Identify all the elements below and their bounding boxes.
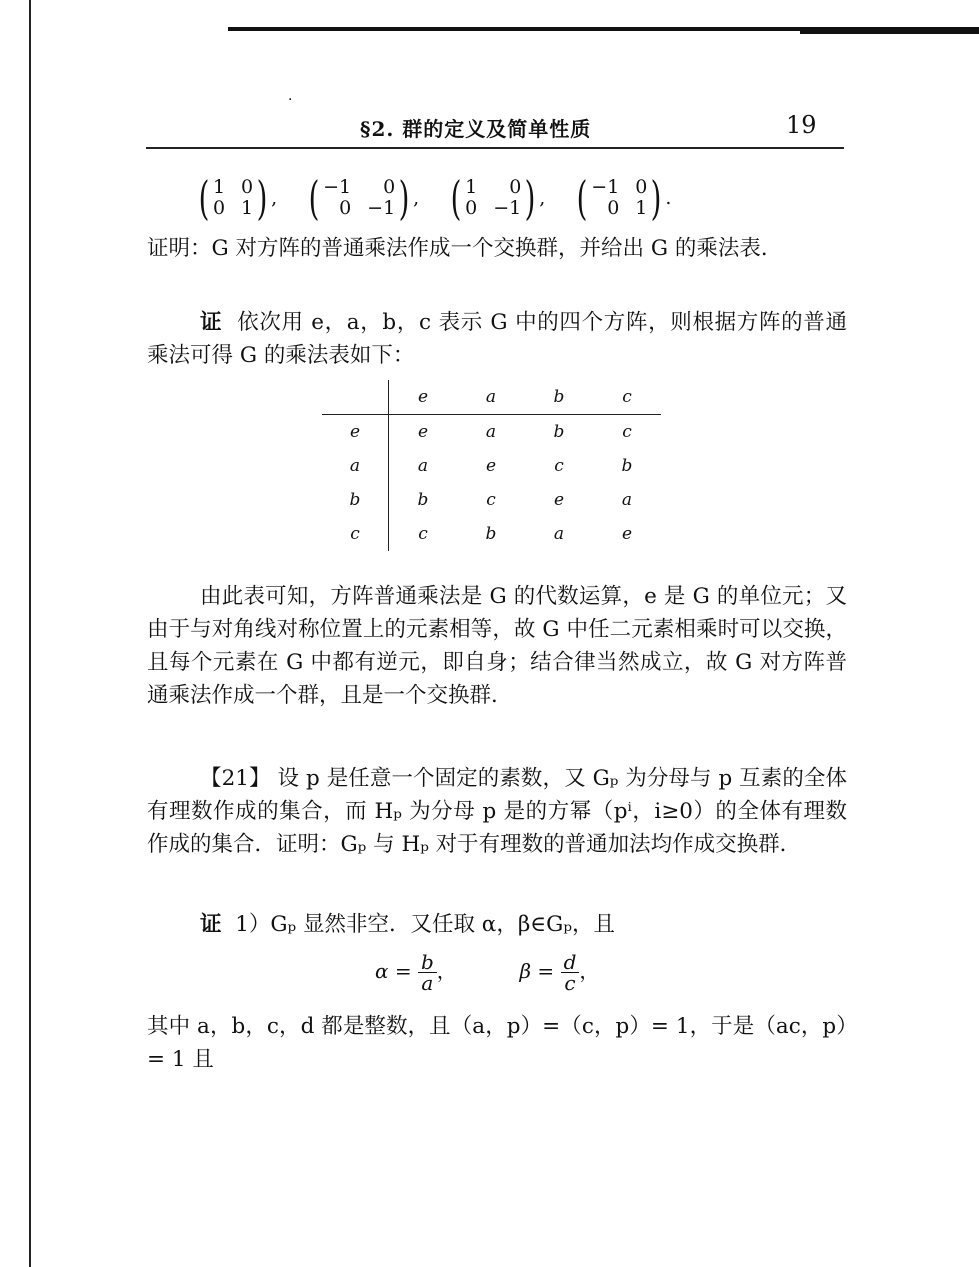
final-paragraph: 其中 a，b，c，d 都是整数，且（a，p）=（c，p）= 1，于是（ac，p）= 1 且: [147, 1014, 847, 1072]
proof-label: 证: [200, 310, 223, 335]
table-row: c c b a e: [322, 517, 661, 551]
top-scan-bar-thick: [800, 29, 979, 34]
table-row: e e a b c: [322, 415, 661, 450]
conclusion-paragraph: 由此表可知，方阵普通乘法是 G 的代数运算，e 是 G 的单位元；又由于与对角线对称位置上的元素相等，故 G 中任二元素相乘时可以交换，且每个元素在 G 中都有逆元，即自身；结合律当然成立，故 G 对方阵普通乘法作成一个群，且是一个交换群．: [147, 584, 847, 708]
proof-paragraph-1: 证 依次用 e，a，b，c 表示 G 中的四个方阵，则根据方阵的普通乘法可得 G 的乘法表如下：: [147, 310, 847, 368]
table-header-row: e a b c: [322, 380, 661, 415]
table-row: a a e c b: [322, 449, 661, 483]
scan-speck: ·: [288, 92, 293, 108]
fraction-formula: α = $\frac{b}{a}$ ， β = $\frac{d}{c}$ ，: [375, 950, 600, 995]
fraction-alpha: $\frac{b}{a}$: [418, 952, 437, 993]
problem-statement: 证明：G 对方阵的普通乘法作成一个交换群，并给出 G 的乘法表．: [147, 236, 783, 261]
proof-label-2: 证: [200, 912, 222, 937]
matrix-list: [195, 171, 693, 225]
problem-21: 【21】 设 p 是任意一个固定的素数，又 Gₚ 为分母与 p 互素的全体有理数作成的集合，而 Hₚ 为分母 p 是的方幂（pⁱ，i≥0）的全体有理数作成的集合．证明：Gₚ 与 Hₚ 对于有理数的普通加法均作成交换群．: [147, 766, 848, 857]
page-number: 19: [786, 111, 817, 139]
matrix-1: ( 1 0 0 1 ) ,: [198, 171, 278, 225]
running-header: §2. 群的定义及简单性质: [360, 117, 592, 141]
table-row: b b c e a: [322, 483, 661, 517]
proof-paragraph-2: 证 1）Gₚ 显然非空．又任取 α，β∈Gₚ，且: [200, 912, 615, 937]
matrix-2: ( −1 0 0 −1 ) ,: [308, 171, 420, 225]
page-left-edge: [29, 0, 31, 1267]
matrix-3: ( 1 0 0 −1 ) ,: [450, 171, 546, 225]
header-rule: [146, 147, 844, 149]
problem-number: 【21】: [200, 766, 271, 791]
fraction-beta: $\frac{d}{c}$: [561, 952, 580, 993]
multiplication-table: [322, 380, 661, 551]
matrix-4: ( −1 0 0 1 ) .: [576, 171, 672, 225]
